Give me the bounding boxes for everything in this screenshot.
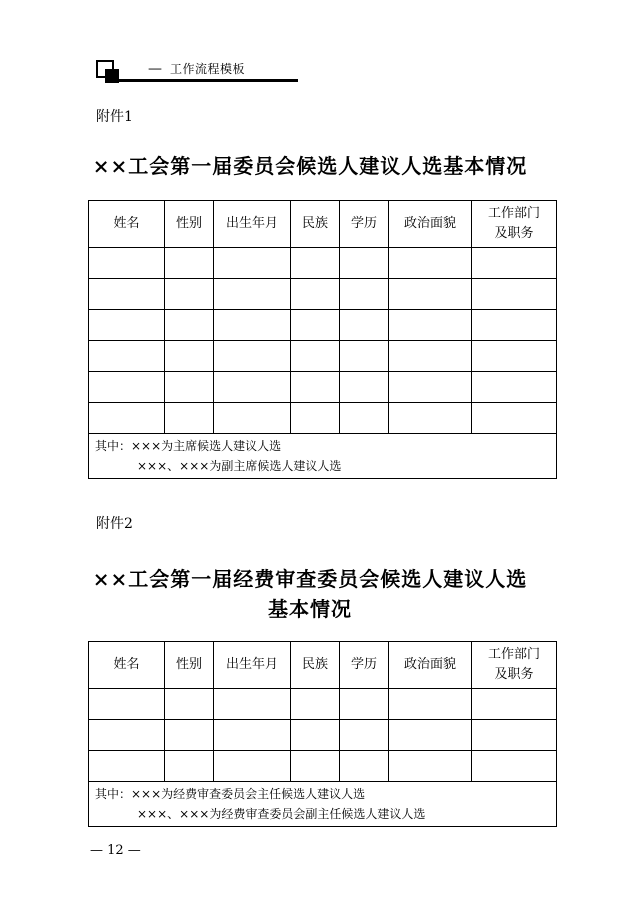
- table-cell: [89, 720, 165, 751]
- table-cell: [165, 279, 214, 310]
- table-cell: [214, 403, 291, 434]
- table-cell: [165, 720, 214, 751]
- note-line-1: 其中：×××为主席候选人建议人选: [95, 439, 282, 453]
- table-cell: [214, 372, 291, 403]
- table-row: [89, 341, 557, 372]
- table-row: [89, 751, 557, 782]
- table-cell: [472, 372, 557, 403]
- table-cell: [165, 403, 214, 434]
- attachment-2-table: [88, 641, 557, 827]
- table-cell: [214, 248, 291, 279]
- table-header-row: [89, 642, 557, 689]
- table-cell: [214, 310, 291, 341]
- table-cell: [340, 720, 389, 751]
- table-cell: [389, 689, 472, 720]
- table-cell: [291, 403, 340, 434]
- table-cell: [89, 248, 165, 279]
- table-cell: [291, 310, 340, 341]
- table-cell: [291, 720, 340, 751]
- table-cell: [214, 341, 291, 372]
- table-cell: [472, 751, 557, 782]
- column-header-birth: 出生年月: [214, 642, 291, 689]
- table-row: [89, 403, 557, 434]
- column-header-education: 学历: [340, 201, 389, 248]
- table-cell: [389, 310, 472, 341]
- table-cell: [389, 341, 472, 372]
- column-header-department: 工作部门 及职务: [472, 642, 557, 689]
- table-cell: [89, 751, 165, 782]
- table-cell: [340, 372, 389, 403]
- column-header-gender: 性别: [165, 642, 214, 689]
- table-row: [89, 720, 557, 751]
- column-header-ethnicity: 民族: [291, 201, 340, 248]
- table-cell: [340, 751, 389, 782]
- column-header-ethnicity: 民族: [291, 642, 340, 689]
- table-cell: [165, 689, 214, 720]
- table-row: [89, 279, 557, 310]
- note-line-2: ×××、×××为经费审查委员会副主任候选人建议人选: [137, 807, 426, 821]
- table-cell: [472, 248, 557, 279]
- table-cell: [165, 372, 214, 403]
- table-cell: [389, 372, 472, 403]
- table-note: [89, 782, 557, 827]
- table-note: [89, 434, 557, 479]
- table-cell: [389, 403, 472, 434]
- table-cell: [165, 310, 214, 341]
- attachment-2-title-line-2: 基本情况: [268, 597, 352, 621]
- table-cell: [291, 689, 340, 720]
- column-header-name: 姓名: [89, 642, 165, 689]
- table-cell: [89, 341, 165, 372]
- table-cell: [472, 720, 557, 751]
- table-cell: [291, 279, 340, 310]
- header-dash: —: [148, 61, 162, 77]
- table-cell: [214, 720, 291, 751]
- note-line-2: ×××、×××为副主席候选人建议人选: [137, 459, 342, 473]
- attachment-2-label: 附件2: [96, 516, 133, 532]
- table-cell: [340, 403, 389, 434]
- running-header: [96, 60, 298, 84]
- table-cell: [291, 341, 340, 372]
- header-title: 工作流程模板: [170, 62, 246, 76]
- column-header-education: 学历: [340, 642, 389, 689]
- column-header-political-status: 政治面貌: [389, 201, 472, 248]
- column-header-birth: 出生年月: [214, 201, 291, 248]
- table-row: [89, 372, 557, 403]
- table-note-row: [89, 434, 557, 479]
- table-cell: [214, 751, 291, 782]
- table-cell: [89, 372, 165, 403]
- note-line-1: 其中：×××为经费审查委员会主任候选人建议人选: [95, 787, 366, 801]
- table-cell: [165, 751, 214, 782]
- table-cell: [89, 310, 165, 341]
- table-cell: [89, 689, 165, 720]
- column-header-political-status: 政治面貌: [389, 642, 472, 689]
- attachment-1-table: [88, 200, 557, 479]
- column-header-gender: 性别: [165, 201, 214, 248]
- header-rule: [114, 79, 298, 82]
- table-cell: [291, 372, 340, 403]
- table-cell: [340, 689, 389, 720]
- table-cell: [165, 248, 214, 279]
- table-cell: [214, 279, 291, 310]
- attachment-2-title-line-1: ××工会第一届经费审查委员会候选人建议人选: [92, 567, 528, 591]
- table-cell: [472, 279, 557, 310]
- table-row: [89, 248, 557, 279]
- table-row: [89, 689, 557, 720]
- attachment-1-title: ××工会第一届委员会候选人建议人选基本情况: [92, 154, 528, 178]
- table-cell: [214, 689, 291, 720]
- table-cell: [389, 279, 472, 310]
- table-cell: [340, 248, 389, 279]
- table-cell: [389, 720, 472, 751]
- table-cell: [291, 248, 340, 279]
- page-number: — 12 —: [90, 843, 141, 858]
- table-cell: [472, 403, 557, 434]
- column-header-department: 工作部门 及职务: [472, 201, 557, 248]
- table-cell: [389, 248, 472, 279]
- table-cell: [291, 751, 340, 782]
- table-header-row: [89, 201, 557, 248]
- attachment-1-label: 附件1: [96, 109, 133, 125]
- table-note-row: [89, 782, 557, 827]
- table-cell: [340, 310, 389, 341]
- table-cell: [89, 403, 165, 434]
- table-cell: [472, 689, 557, 720]
- table-cell: [472, 310, 557, 341]
- table-cell: [340, 341, 389, 372]
- table-cell: [340, 279, 389, 310]
- column-header-name: 姓名: [89, 201, 165, 248]
- table-cell: [472, 341, 557, 372]
- table-row: [89, 310, 557, 341]
- table-cell: [389, 751, 472, 782]
- table-cell: [165, 341, 214, 372]
- table-cell: [89, 279, 165, 310]
